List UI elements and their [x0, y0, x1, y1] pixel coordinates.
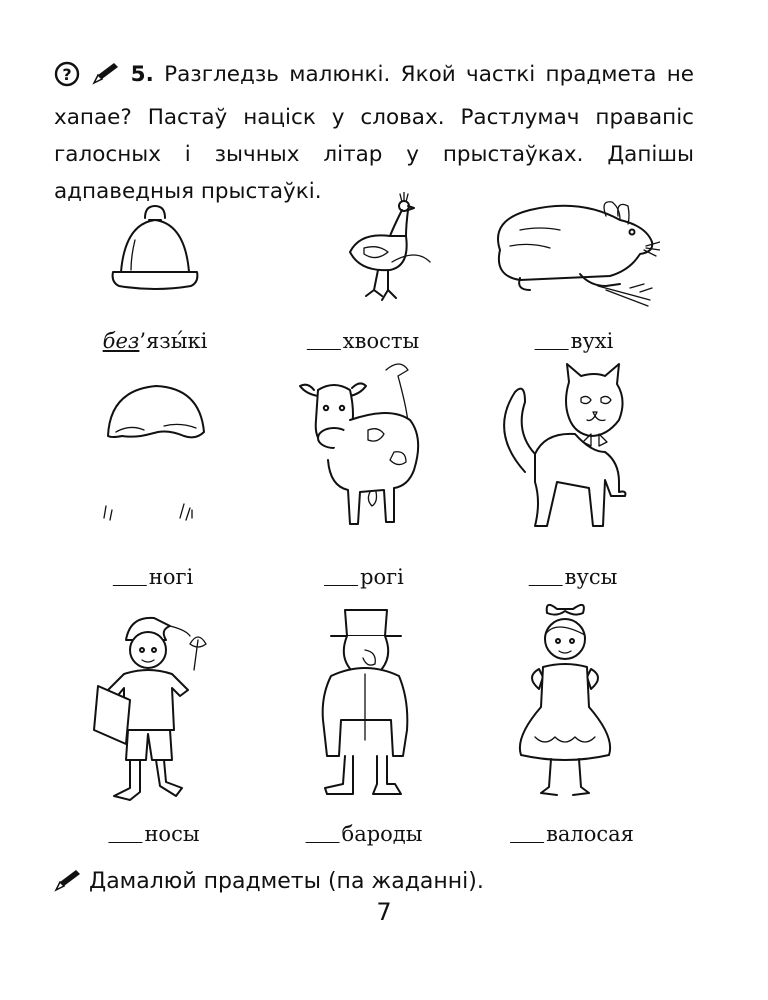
caption-word: вусы: [564, 565, 618, 589]
answer-blank[interactable]: [529, 585, 563, 586]
footer-text: Дамалюй прадметы (па жаданні).: [89, 869, 484, 894]
caption-word: ногі: [148, 565, 194, 589]
pencil-icon: [52, 868, 82, 900]
bell-icon: [105, 200, 205, 300]
caption-1: [103, 329, 208, 353]
rabbit-icon: [480, 190, 660, 310]
girl-icon: [505, 597, 635, 807]
caption-8: [306, 822, 423, 846]
answer-blank[interactable]: [113, 585, 147, 586]
caption-5: [324, 565, 404, 589]
cat-icon: [495, 362, 645, 537]
caption-word: ’язы́кі: [139, 329, 208, 353]
answer-blank[interactable]: [324, 585, 358, 586]
answer-blank[interactable]: [108, 842, 142, 843]
caption-word: рогі: [360, 565, 404, 589]
task-text-block: [54, 56, 694, 210]
caption-word: хвосты: [342, 329, 420, 353]
caption-4: [113, 565, 193, 589]
man-icon: [295, 600, 440, 800]
svg-text:?: ?: [62, 65, 72, 84]
answer-blank[interactable]: [306, 842, 340, 843]
task-number: 5.: [130, 62, 154, 87]
answer-blank[interactable]: [510, 842, 544, 843]
bird-icon: [330, 192, 440, 307]
question-circle-icon: [54, 61, 80, 99]
caption-word: бароды: [341, 822, 423, 846]
boy-icon: [90, 610, 230, 810]
page-number: 7: [376, 898, 392, 926]
caption-2: [307, 329, 419, 353]
task-instruction: Разгледзь малюнкі. Якой часткі прадмета не хапае? Пастаў націск у словах. Растлумач правапіс галосных і зычных літар у прыстаўках. Дапішы адпаведныя прыстаўкі.: [54, 62, 694, 204]
caption-6: [529, 565, 618, 589]
answer-blank[interactable]: [535, 349, 569, 350]
caption-word: носы: [144, 822, 200, 846]
mushroom-icon: [100, 370, 210, 530]
caption-3: [535, 329, 614, 353]
prefix-example: без: [102, 329, 140, 353]
pencil-icon: [90, 61, 120, 99]
answer-blank[interactable]: [307, 349, 341, 350]
caption-word: вухі: [570, 329, 614, 353]
footer-instruction: [52, 868, 484, 900]
caption-word: валосая: [546, 822, 634, 846]
caption-9: [510, 822, 634, 846]
cow-icon: [290, 360, 460, 535]
caption-7: [108, 822, 199, 846]
